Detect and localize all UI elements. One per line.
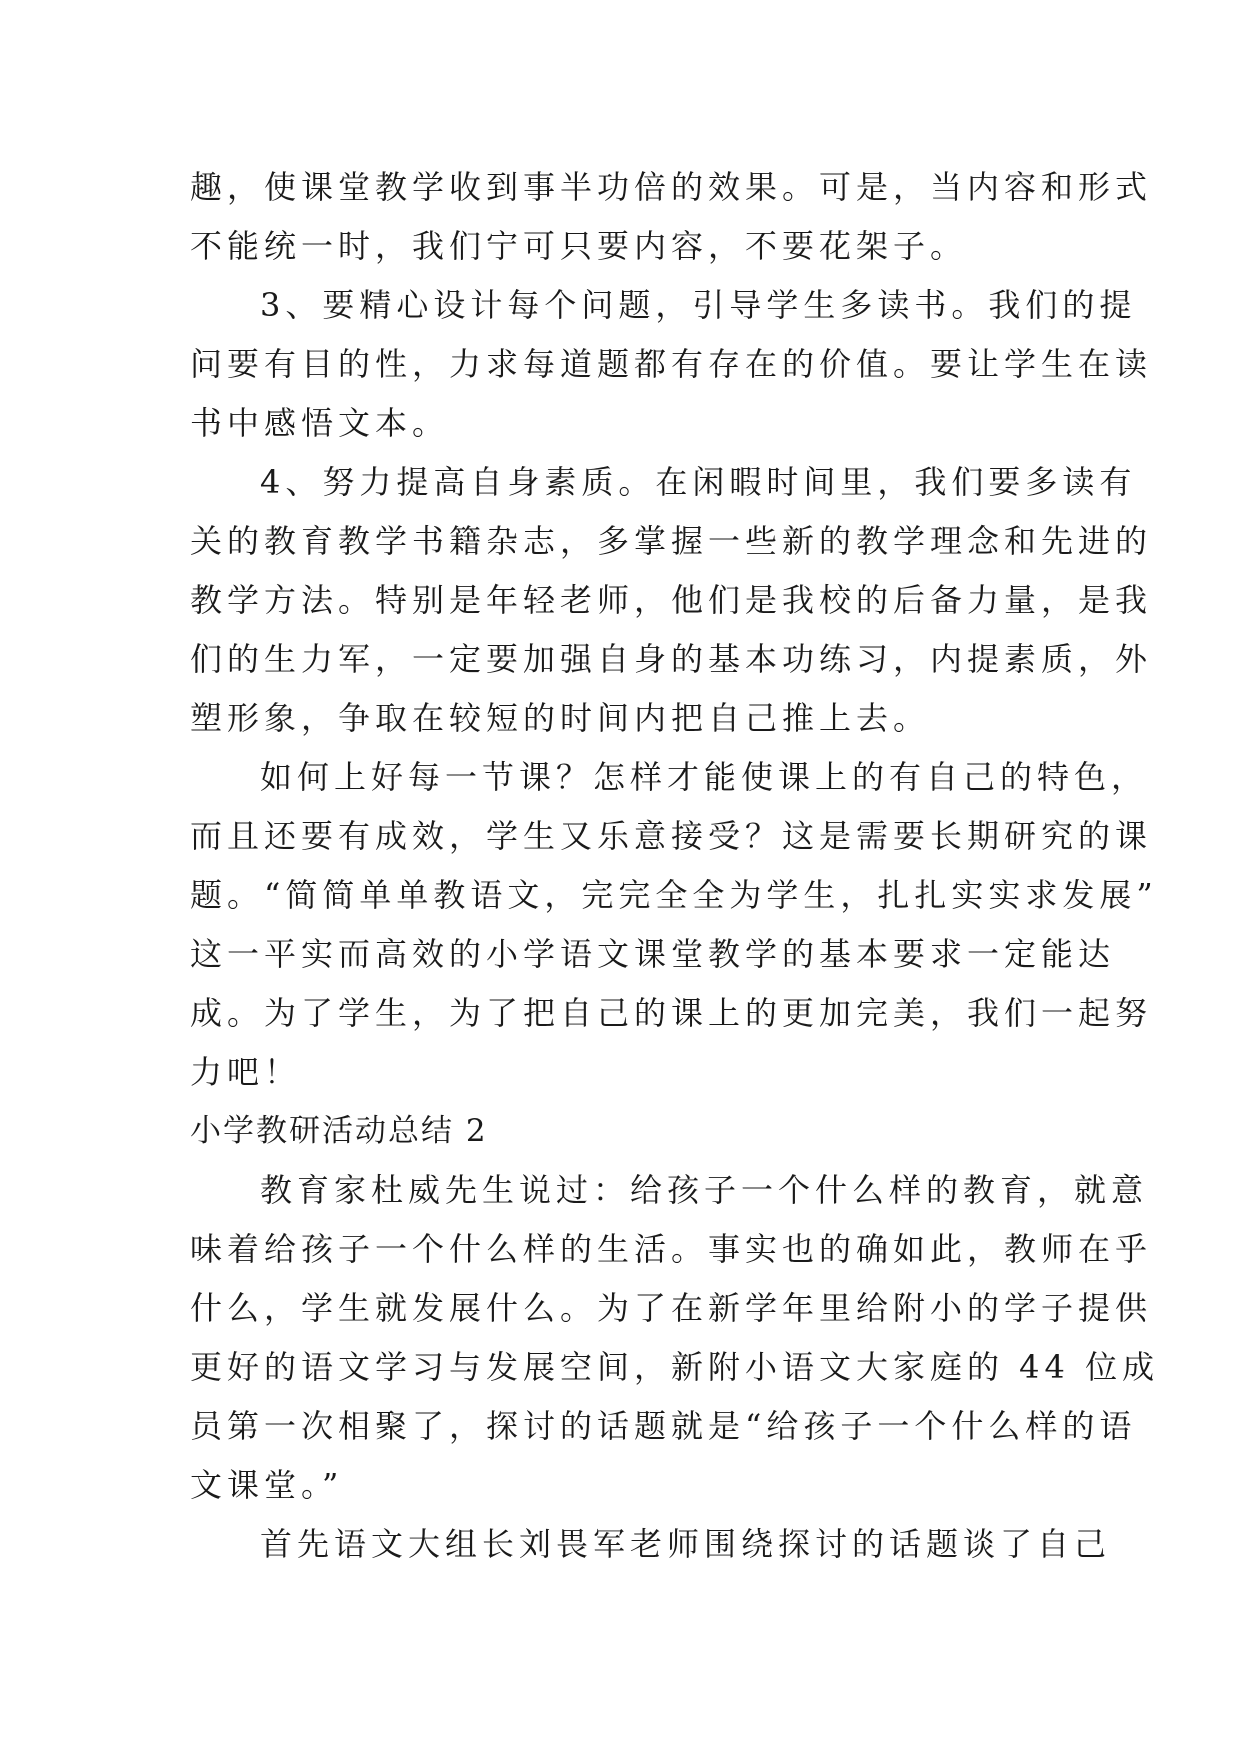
text-line: 趣，使课堂教学收到事半功倍的效果。可是，当内容和形式: [190, 168, 1153, 206]
text-line: 教育家杜威先生说过：给孩子一个什么样的教育，就意: [260, 1171, 1149, 1209]
text-line: 员第一次相聚了，探讨的话题就是“给孩子一个什么样的语: [190, 1407, 1137, 1445]
text-line: 更好的语文学习与发展空间，新附小语文大家庭的 44 位成: [190, 1348, 1160, 1386]
paragraph-6: [190, 1515, 1112, 1574]
text-line: 书中感悟文本。: [190, 404, 450, 442]
text-line: 题。“简简单单教语文，完完全全为学生，扎扎实实求发展”: [190, 876, 1158, 914]
document-body: [190, 158, 1160, 1574]
paragraph-3: [190, 453, 1153, 748]
section-heading: 小学教研活动总结 2: [190, 1113, 488, 1149]
paragraph-5: [190, 1161, 1160, 1515]
text-line: 不能统一时，我们宁可只要内容，不要花架子。: [190, 227, 968, 265]
text-line: 3、要精心设计每个问题，引导学生多读书。我们的提: [260, 286, 1137, 324]
text-line: 首先语文大组长刘畏军老师围绕探讨的话题谈了自己: [260, 1525, 1112, 1563]
text-line: 什么，学生就发展什么。为了在新学年里给附小的学子提供: [190, 1289, 1153, 1327]
text-line: 这一平实而高效的小学语文课堂教学的基本要求一定能达: [190, 935, 1116, 973]
text-line: 4、努力提高自身素质。在闲暇时间里，我们要多读有: [260, 463, 1137, 501]
text-line: 关的教育教学书籍杂志，多掌握一些新的教学理念和先进的: [190, 522, 1153, 560]
text-line: 力吧！: [190, 1053, 302, 1091]
paragraph-4: [190, 748, 1158, 1102]
text-line: 味着给孩子一个什么样的生活。事实也的确如此，教师在乎: [190, 1230, 1153, 1268]
text-line: 问要有目的性，力求每道题都有存在的价值。要让学生在读: [190, 345, 1153, 383]
paragraph-2: [190, 276, 1153, 453]
text-line: 文课堂。”: [190, 1466, 344, 1504]
text-line: 成。为了学生，为了把自己的课上的更加完美，我们一起努: [190, 994, 1153, 1032]
paragraph-1: [190, 158, 1153, 276]
text-line: 教学方法。特别是年轻老师，他们是我校的后备力量，是我: [190, 581, 1153, 619]
text-line: 如何上好每一节课？怎样才能使课上的有自己的特色，: [260, 758, 1149, 796]
text-line: 们的生力军，一定要加强自身的基本功练习，内提素质，外: [190, 640, 1153, 678]
text-line: 塑形象，争取在较短的时间内把自己推上去。: [190, 699, 931, 737]
text-line: 而且还要有成效，学生又乐意接受？这是需要长期研究的课: [190, 817, 1153, 855]
